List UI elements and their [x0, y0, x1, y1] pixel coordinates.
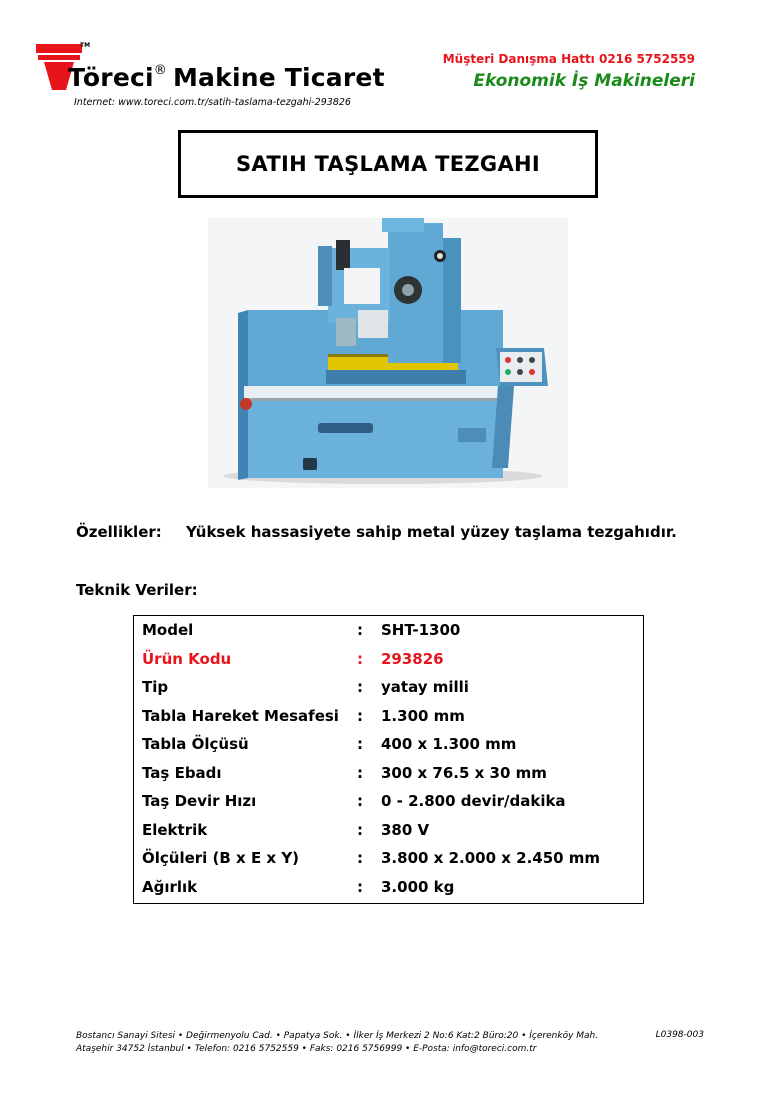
spec-sep: : — [357, 706, 363, 725]
internet-link[interactable]: Internet: www.toreci.com.tr/satih-taslama-tezgahi-293826 — [74, 97, 351, 108]
spec-key: Model — [142, 621, 194, 639]
tech-specs-heading: Teknik Veriler: — [76, 581, 198, 599]
spec-key: Ağırlık — [142, 877, 198, 896]
features-line — [76, 523, 677, 541]
spec-value: SHT-1300 — [381, 621, 461, 639]
registered-mark: ® — [153, 63, 167, 78]
spec-sep: : — [357, 849, 363, 867]
spec-key: Ürün Kodu — [142, 649, 232, 668]
spec-value: 380 V — [381, 820, 430, 839]
spec-key: Taş Devir Hızı — [142, 792, 257, 810]
spec-sep: : — [357, 763, 363, 782]
spec-row-model — [142, 616, 460, 644]
spec-sep: : — [357, 820, 363, 839]
title-box — [178, 130, 598, 198]
footer-line-2: Ataşehir 34752 İstanbul • Telefon: 0216 5752559 • Faks: 0216 5756999 • E-Posta: info@toreci.com.tr — [76, 1044, 537, 1054]
spec-value: 3.000 kg — [381, 877, 455, 896]
spec-value: 300 x 76.5 x 30 mm — [381, 763, 547, 782]
page-title: SATIH TAŞLAMA TEZGAHI — [235, 152, 540, 176]
spec-value: 293826 — [381, 649, 444, 668]
spec-sep: : — [357, 877, 363, 896]
company-slogan: Ekonomik İş Makineleri — [473, 71, 695, 91]
spec-sep: : — [357, 649, 363, 668]
spec-value: yatay milli — [381, 678, 469, 696]
features-text: Yüksek hassasiyete sahip metal yüzey taşlama tezgahıdır. — [186, 523, 677, 541]
spec-row-table-travel — [142, 702, 465, 730]
document-code: L0398-003 — [655, 1030, 704, 1040]
spec-key: Ölçüleri (B x E x Y) — [142, 849, 300, 867]
spec-value: 1.300 mm — [381, 706, 465, 725]
spec-key: Tabla Hareket Mesafesi — [142, 706, 339, 725]
customer-hotline: Müşteri Danışma Hattı 0216 5752559 — [442, 52, 695, 66]
company-name — [68, 63, 385, 92]
spec-key: Tabla Ölçüsü — [142, 735, 249, 753]
spec-row-dimensions — [142, 844, 600, 872]
spec-key: Taş Ebadı — [142, 763, 222, 782]
spec-key: Tip — [142, 678, 169, 696]
company-name-main: Töreci — [68, 63, 154, 92]
spec-sep: : — [357, 735, 363, 753]
spec-table — [133, 615, 644, 904]
spec-value: 400 x 1.300 mm — [381, 735, 517, 753]
spec-sep: : — [357, 678, 363, 696]
spec-value: 3.800 x 2.000 x 2.450 mm — [381, 849, 601, 867]
product-image — [208, 218, 568, 488]
spec-key: Elektrik — [142, 820, 208, 839]
footer-address — [76, 1030, 598, 1056]
spec-sep: : — [357, 621, 363, 639]
spec-value: 0 - 2.800 devir/dakika — [381, 792, 566, 810]
spec-row-wheel-size — [142, 759, 547, 787]
spec-sep: : — [357, 792, 363, 810]
spec-row-type — [142, 673, 469, 701]
spec-row-product-code — [142, 645, 444, 673]
footer-line-1: Bostancı Sanayi Sitesi • Değirmenyolu Cad. • Papatya Sok. • İlker İş Merkezi 2 No:6 Kat:2 Büro:20 • İçerenköy Mah. — [76, 1031, 599, 1041]
features-label: Özellikler: — [76, 523, 162, 541]
trademark-mark: TM — [80, 42, 91, 49]
company-name-rest: Makine Ticaret — [172, 63, 385, 92]
spec-row-electric — [142, 816, 429, 844]
spec-row-table-size — [142, 730, 516, 758]
spec-row-weight — [142, 873, 454, 901]
spec-row-wheel-speed — [142, 787, 566, 815]
